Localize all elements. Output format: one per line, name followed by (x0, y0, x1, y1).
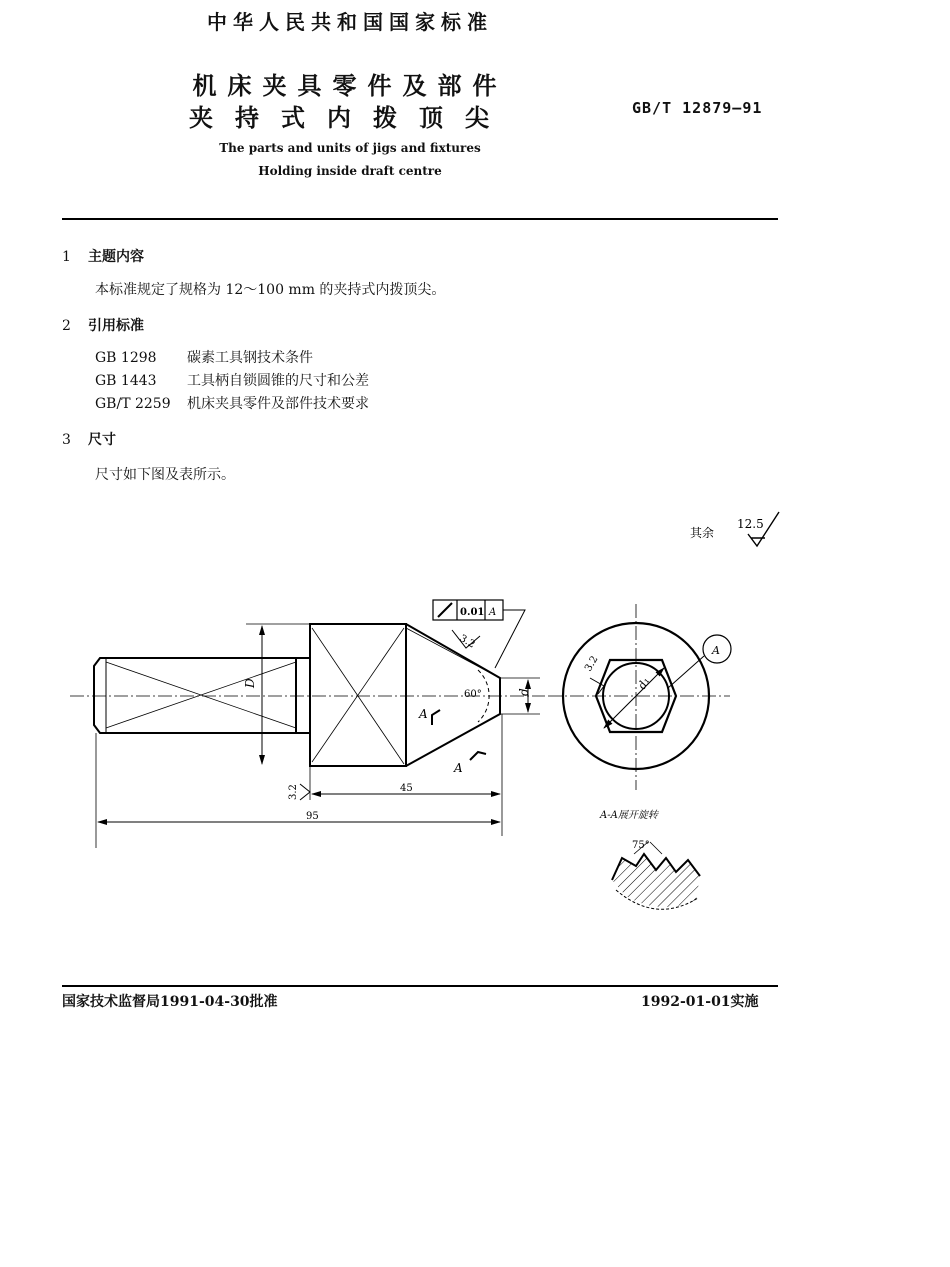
roughness-value: 3.2 (457, 633, 477, 651)
section-3-text: 尺寸如下图及表所示。 (95, 467, 235, 483)
reference-item (95, 393, 369, 413)
title-cn-line-1: 机床夹具零件及部件 (192, 71, 508, 100)
section-title: 主题内容 (88, 249, 144, 265)
centre-side-view (94, 624, 500, 766)
title-cn-line-2: 夹持式内拨顶尖 (189, 103, 511, 132)
top-divider (62, 218, 778, 220)
section-1-heading (62, 246, 144, 266)
reference-code: GB 1443 (95, 373, 157, 389)
reference-item (95, 370, 369, 390)
section-view-title: A-A展开旋转 (600, 810, 658, 821)
dimension-95: 95 (306, 811, 319, 822)
section-2-heading (62, 315, 144, 335)
runout-tolerance-frame (433, 600, 525, 668)
section-number: 2 (62, 318, 71, 334)
roughness-rest-symbol (690, 512, 779, 546)
datum-letter: A (712, 644, 720, 657)
section-number: 3 (62, 432, 71, 448)
roughness-cone-symbol (452, 630, 480, 651)
reference-code: GB 1298 (95, 350, 157, 366)
dimension-d1: d₁ (635, 675, 653, 692)
roughness-rest-value: 12.5 (737, 517, 764, 531)
section-title: 引用标准 (88, 318, 144, 334)
tooth-angle-label: 75° (632, 840, 650, 851)
implementation-date: 1992-01-01实施 (641, 994, 759, 1010)
section-mark-a (432, 710, 486, 760)
reference-title: 工具柄自锁圆锥的尺寸和公差 (187, 373, 369, 389)
title-en-line-2: Holding inside draft centre (258, 164, 442, 178)
tolerance-value: 0.01 (460, 607, 485, 618)
section-letter: A (419, 707, 428, 721)
section-number: 1 (62, 249, 71, 265)
tooth-section-view (612, 840, 700, 909)
technical-drawing (0, 500, 950, 930)
dimension-d: d (517, 688, 531, 696)
centre-end-view (548, 604, 731, 790)
section-3-heading (62, 429, 116, 449)
section-letter: A (454, 761, 463, 775)
roughness-value: 3.2 (288, 784, 299, 800)
reference-title: 碳素工具钢技术条件 (187, 350, 313, 366)
datum-letter: A (489, 607, 497, 618)
roughness-value: 3.2 (583, 654, 601, 674)
section-1-text: 本标准规定了规格为 12～100 mm 的夹持式内拨顶尖。 (95, 282, 446, 298)
reference-code: GB/T 2259 (95, 396, 171, 412)
standard-number: GB/T 12879—91 (632, 99, 763, 117)
title-en-line-1: The parts and units of jigs and fixtures (219, 141, 481, 155)
reference-item (95, 347, 313, 367)
standard-header: 中华人民共和国国家标准 (207, 10, 493, 34)
reference-title: 机床夹具零件及部件技术要求 (187, 396, 369, 412)
roughness-rest-label: 其余 (690, 526, 715, 540)
section-title: 尺寸 (88, 432, 116, 448)
dimension-D: D (243, 678, 257, 688)
bottom-divider (62, 985, 778, 987)
dimension-45: 45 (400, 783, 413, 794)
approval-date: 国家技术监督局1991-04-30批准 (62, 994, 278, 1010)
roughness-end-symbol (288, 784, 310, 800)
cone-angle-label: 60° (464, 689, 482, 700)
